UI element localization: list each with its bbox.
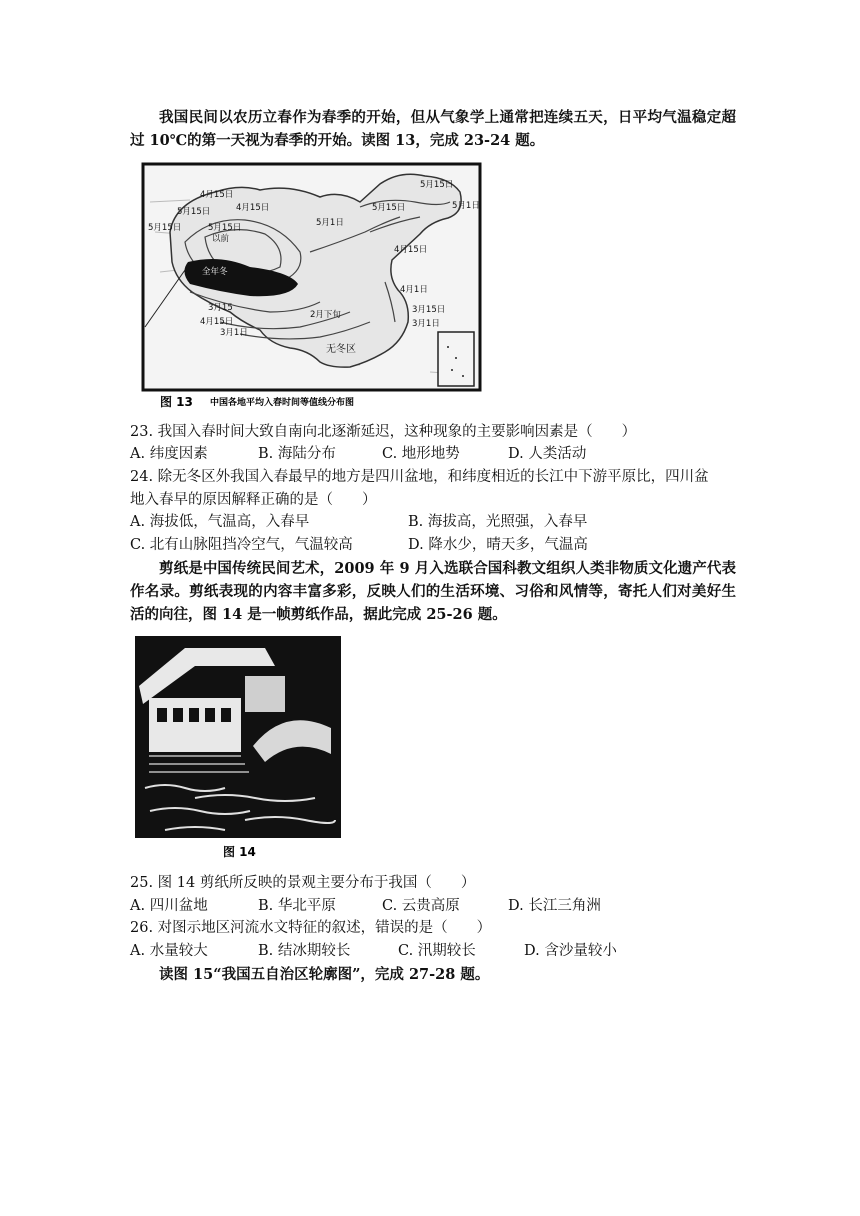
q26-option-c[interactable]: C. 汛期较长 — [398, 943, 476, 959]
question-24-stem-line2: 地入春早的原因解释正确的是（ ） — [130, 492, 377, 508]
q23-option-b[interactable]: B. 海陆分布 — [258, 446, 336, 462]
label-mar1-s: 3月1日 — [220, 328, 248, 338]
intro-paragraph-2: 剪纸是中国传统民间艺术，2009 年 9 月入选联合国科教文组织人类非物质文化遗产代表作名录。剪纸表现的内容丰富多彩，反映人们的生活环境、习俗和风情等，寄托人们对美好生活的向往，图 14 是一帧剪纸作品，据此完成 25-26 题。 — [130, 560, 736, 623]
question-25-stem: 25. 图 14 剪纸所反映的景观主要分布于我国（ ） — [130, 875, 476, 891]
label-may15-c: 5月15日 — [372, 203, 406, 213]
label-apr15-b: 4月15日 — [236, 203, 270, 213]
figure-14-papercut — [135, 636, 345, 864]
label-may15-left: 5月15日 — [148, 223, 182, 233]
label-may15-s: 3月15 — [208, 303, 233, 313]
label-mar15: 3月15日 — [412, 305, 446, 315]
intro-paragraph-1: 我国民间以农历立春作为春季的开始，但从气象学上通常把连续五天，日平均气温稳定超过 10℃的第一天视为春季的开始。读图 13，完成 23-24 题。 — [130, 109, 736, 149]
figure-13-title: 中国各地平均入春时间等值线分布图 — [210, 398, 355, 408]
intro-paragraph-3: 读图 15“我国五自治区轮廓图”，完成 27-28 题。 — [159, 966, 490, 983]
label-apr1: 4月1日 — [400, 285, 428, 295]
china-spring-isoline-map — [130, 162, 490, 414]
label-may1-a: 5月1日 — [452, 201, 480, 211]
q25-option-d[interactable]: D. 长江三角洲 — [508, 898, 601, 914]
q26-option-a[interactable]: A. 水量较大 — [130, 943, 208, 959]
label-may15-inner: 5月15日 — [208, 223, 242, 233]
q24-option-d[interactable]: D. 降水少，晴天多，气温高 — [408, 537, 588, 553]
q26-option-b[interactable]: B. 结冰期较长 — [258, 943, 351, 959]
papercut-image — [135, 636, 345, 864]
question-24-stem-line1: 24. 除无冬区外我国入春最早的地方是四川盆地，和纬度相近的长江中下游平原比，四川盆 — [130, 469, 709, 485]
question-23-stem: 23. 我国入春时间大致自南向北逐渐延迟，这种现象的主要影响因素是（ ） — [130, 424, 637, 440]
label-all-year-winter: 全年冬 — [202, 267, 228, 277]
q23-option-a[interactable]: A. 纬度因素 — [130, 446, 208, 462]
question-26-stem: 26. 对图示地区河流水文特征的叙述，错误的是（ ） — [130, 920, 492, 936]
q23-option-c[interactable]: C. 地形地势 — [382, 446, 460, 462]
label-apr15-a: 4月15日 — [200, 190, 234, 200]
label-feb-late: 2月下旬 — [310, 310, 341, 320]
label-before: 以前 — [212, 234, 230, 244]
q25-option-c[interactable]: C. 云贵高原 — [382, 898, 460, 914]
q24-option-c[interactable]: C. 北有山脉阻挡冷空气，气温较高 — [130, 537, 353, 553]
label-may15-a: 5月15日 — [177, 207, 211, 217]
label-may15-b: 5月15日 — [420, 180, 454, 190]
label-may1-b: 5月1日 — [316, 218, 344, 228]
q25-option-a[interactable]: A. 四川盆地 — [130, 898, 208, 914]
q25-option-b[interactable]: B. 华北平原 — [258, 898, 336, 914]
q24-option-b[interactable]: B. 海拔高，光照强，入春早 — [408, 514, 588, 530]
figure-14-caption: 图 14 — [223, 845, 256, 859]
label-no-winter-zone: 无冬区 — [326, 344, 356, 355]
label-apr15-s: 4月15日 — [200, 317, 234, 327]
figure-13-map — [130, 162, 490, 414]
label-mar1: 3月1日 — [412, 319, 440, 329]
figure-13-number: 图 13 — [160, 395, 193, 409]
label-apr15-e: 4月15日 — [394, 245, 428, 255]
q23-option-d[interactable]: D. 人类活动 — [508, 446, 587, 462]
q24-option-a[interactable]: A. 海拔低，气温高，入春早 — [130, 514, 310, 530]
q26-option-d[interactable]: D. 含沙量较小 — [524, 943, 617, 959]
